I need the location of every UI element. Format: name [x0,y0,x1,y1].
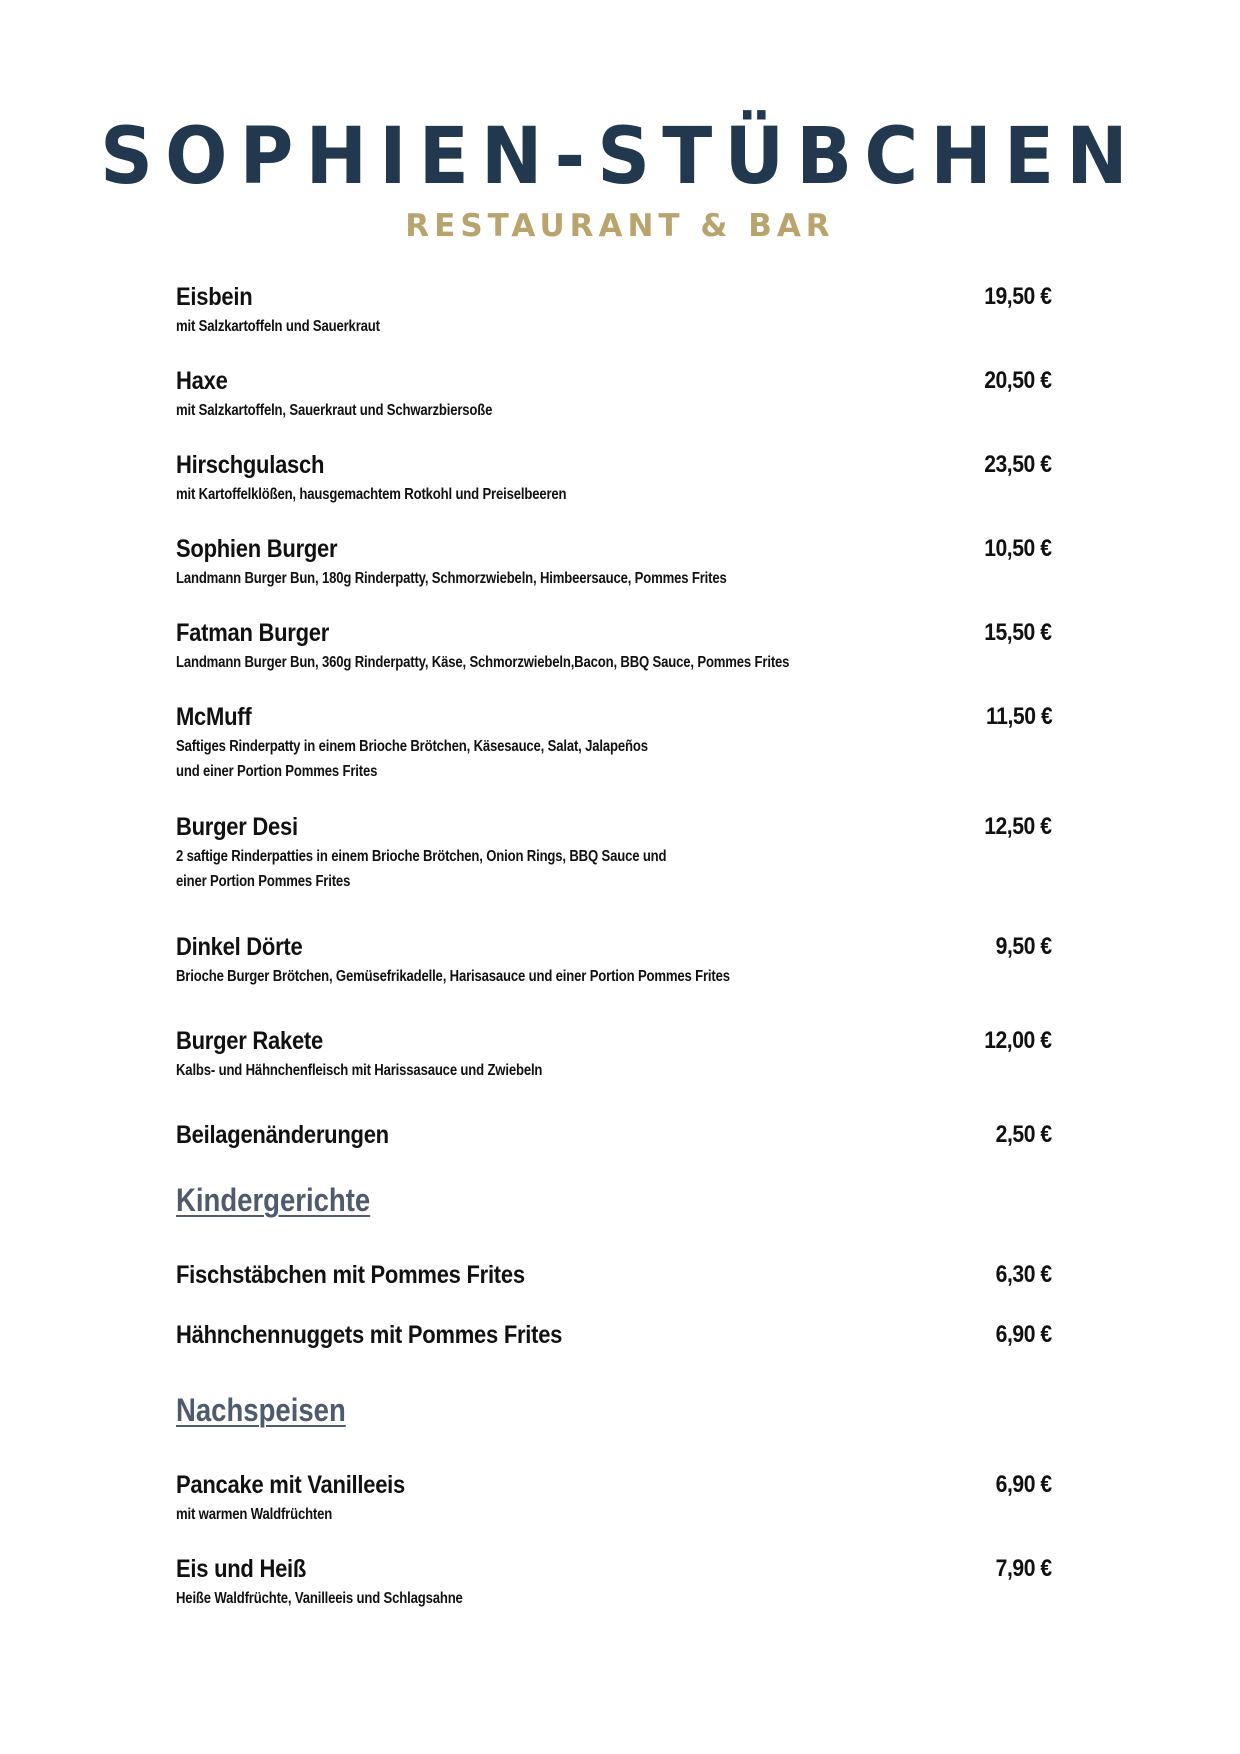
item-description: Heiße Waldfrüchte, Vanilleeis und Schlagsahne [176,1590,463,1607]
section-title-kids: Kindergerichte [176,1182,371,1218]
item-name: Fischstäbchen mit Pommes Frites [176,1261,525,1289]
item-price: 20,50 € [984,367,1052,394]
menu-item [176,618,1052,675]
item-price: 6,90 € [995,1321,1052,1348]
item-name: Eisbein [176,283,253,311]
item-description: Brioche Burger Brötchen, Gemüsefrikadelle, Harisasauce und einer Portion Pommes Frites [176,968,730,985]
menu-item [176,1554,1052,1611]
item-name: Burger Desi [176,813,298,841]
menu-item [176,1470,1052,1527]
item-description: mit Salzkartoffeln und Sauerkraut [176,318,380,335]
restaurant-tagline: RESTAURANT & BAR [405,208,835,244]
item-price: 19,50 € [984,283,1052,310]
item-name: Beilagenänderungen [176,1121,389,1149]
menu-item [176,282,1052,339]
menu-item [176,366,1052,423]
item-price: 9,50 € [995,933,1052,960]
item-description-line2: und einer Portion Pommes Frites [176,763,378,780]
item-description: 2 saftige Rinderpatties in einem Brioche Brötchen, Onion Rings, BBQ Sauce und [176,848,667,865]
item-name: Dinkel Dörte [176,933,303,961]
item-description: mit Kartoffelklößen, hausgemachtem Rotkohl und Preiselbeeren [176,486,567,503]
item-price: 6,90 € [995,1471,1052,1498]
item-description: Saftiges Rinderpatty in einem Brioche Brötchen, Käsesauce, Salat, Jalapeños [176,738,648,755]
item-price: 11,50 € [985,703,1052,730]
item-name: Pancake mit Vanilleeis [176,1471,406,1499]
item-description: mit Salzkartoffeln, Sauerkraut und Schwarzbiersoße [176,402,493,419]
menu-item [176,1320,1052,1350]
item-description: Landmann Burger Bun, 360g Rinderpatty, Käse, Schmorzwiebeln,Bacon, BBQ Sauce, Pommes Frites [176,654,790,671]
item-description: Landmann Burger Bun, 180g Rinderpatty, Schmorzwiebeln, Himbeersauce, Pommes Frites [176,570,727,587]
item-price: 23,50 € [984,451,1052,478]
menu-item [176,450,1052,507]
item-price: 12,50 € [984,813,1052,840]
item-name: Eis und Heiß [176,1555,307,1583]
menu-item [176,534,1052,591]
menu-item [176,932,1052,989]
item-price: 7,90 € [995,1555,1052,1582]
section-title-desserts: Nachspeisen [176,1392,346,1428]
menu-item [176,812,1052,894]
item-description: mit warmen Waldfrüchten [176,1506,333,1523]
menu-item [176,1026,1052,1083]
item-price: 6,30 € [995,1261,1052,1288]
item-description-line2: einer Portion Pommes Frites [176,873,351,890]
item-price: 10,50 € [984,535,1052,562]
item-price: 12,00 € [984,1027,1052,1054]
item-description: Kalbs- und Hähnchenfleisch mit Harissasauce und Zwiebeln [176,1062,543,1079]
item-name: McMuff [176,703,252,731]
item-price: 2,50 € [995,1121,1052,1148]
menu-item [176,1260,1052,1290]
item-price: 15,50 € [984,619,1052,646]
restaurant-name: SOPHIEN-STÜBCHEN [100,112,1140,202]
item-name: Fatman Burger [176,619,330,647]
item-name: Hirschgulasch [176,451,325,479]
item-name: Sophien Burger [176,535,338,563]
item-name: Hähnchennuggets mit Pommes Frites [176,1321,563,1349]
menu-item [176,1120,1052,1150]
item-name: Burger Rakete [176,1027,323,1055]
menu-item [176,702,1052,784]
item-name: Haxe [176,367,228,395]
